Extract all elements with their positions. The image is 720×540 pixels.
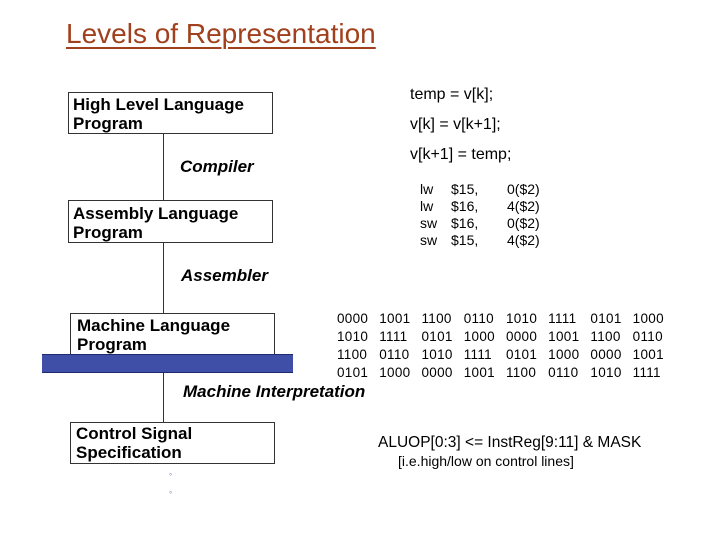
machine-code-word: 1010 (590, 365, 622, 380)
machine-code-word: 0101 (421, 329, 453, 344)
machine-code-bar (42, 354, 293, 373)
machine-code-word: 1000 (379, 365, 411, 380)
machine-code-word: 0110 (632, 329, 663, 344)
machine-code-word: 0000 (590, 347, 622, 362)
assembly-opcode: sw (420, 232, 438, 248)
assembly-code-table (420, 181, 540, 249)
assembly-offset: 4($2) (507, 198, 540, 214)
machine-code-row (337, 310, 675, 328)
connector-machine-to-control (163, 372, 164, 422)
machine-code-word: 1000 (463, 329, 495, 344)
control-signal-label: Control Signal Specification (76, 424, 193, 462)
control-code-line-1: ALUOP[0:3] <= InstReg[9:11] & MASK (378, 434, 642, 451)
machine-code-row (337, 346, 675, 364)
high-level-language-label: High Level Language Program (73, 95, 244, 133)
assembler-label: Assembler (181, 266, 268, 285)
machine-code-word: 1100 (421, 311, 452, 326)
machine-code-word: 0000 (337, 311, 369, 326)
assembly-code-row (420, 232, 540, 249)
machine-code-word: 1100 (590, 329, 621, 344)
machine-code-word: 1001 (379, 311, 411, 326)
compiler-label: Compiler (180, 157, 254, 176)
assembly-register: $16, (451, 198, 479, 214)
hl-code-line-3: v[k+1] = temp; (410, 146, 512, 163)
connector-assembly-to-machine (163, 242, 164, 313)
machine-code-word: 1010 (505, 311, 538, 326)
machine-code-word: 0000 (505, 329, 538, 344)
machine-code-row (337, 364, 675, 382)
machine-code-word: 0101 (505, 347, 538, 362)
machine-code-word: 1010 (421, 347, 453, 362)
machine-code-word: 0000 (421, 365, 453, 380)
machine-code-word: 0101 (337, 365, 369, 380)
control-signal-box (70, 422, 275, 464)
control-code-line-2: [i.e.high/low on control lines] (398, 453, 574, 469)
assembly-language-label: Assembly Language Program (73, 204, 239, 242)
assembly-offset: 4($2) (507, 232, 540, 248)
assembly-code-row (420, 181, 540, 198)
assembly-register: $15, (451, 232, 479, 248)
high-level-language-box (68, 92, 273, 134)
machine-code-word: 0110 (548, 365, 579, 380)
assembly-offset: 0($2) (507, 181, 540, 197)
hl-code-line-2: v[k] = v[k+1]; (410, 116, 501, 133)
machine-code-word: 1000 (548, 347, 580, 362)
bullet-mark: ° (169, 472, 173, 481)
hl-code-line-1: temp = v[k]; (410, 86, 494, 103)
machine-code-word: 1111 (632, 365, 661, 380)
machine-code-word: 0110 (379, 347, 410, 362)
assembly-register: $16, (451, 215, 479, 231)
machine-code-word: 1010 (337, 329, 369, 344)
bullet-mark: ° (169, 490, 173, 499)
assembly-code-row (420, 198, 540, 215)
machine-code-word: 1001 (463, 365, 495, 380)
assembly-code-row (420, 215, 540, 232)
assembly-opcode: lw (420, 198, 434, 214)
assembly-register: $15, (451, 181, 479, 197)
machine-interpretation-label: Machine Interpretation (183, 382, 366, 401)
connector-high-to-assembly (163, 133, 164, 200)
machine-code-word: 1111 (379, 329, 408, 344)
machine-code-row (337, 328, 675, 346)
machine-language-label: Machine Language Program (77, 316, 231, 354)
machine-code-word: 1111 (548, 311, 577, 326)
assembly-opcode: lw (420, 181, 434, 197)
machine-code-table (337, 310, 675, 382)
machine-code-word: 1001 (632, 347, 664, 362)
machine-code-word: 0110 (463, 311, 494, 326)
machine-language-box (70, 313, 275, 355)
machine-code-word: 1001 (548, 329, 580, 344)
machine-code-word: 0101 (590, 311, 622, 326)
machine-code-word: 1100 (337, 347, 368, 362)
machine-code-word: 1000 (632, 311, 664, 326)
assembly-opcode: sw (420, 215, 438, 231)
page-title: Levels of Representation (66, 18, 376, 49)
assembly-offset: 0($2) (507, 215, 540, 231)
machine-code-word: 1111 (463, 347, 492, 362)
machine-code-word: 1100 (505, 365, 537, 380)
assembly-language-box (68, 200, 273, 243)
